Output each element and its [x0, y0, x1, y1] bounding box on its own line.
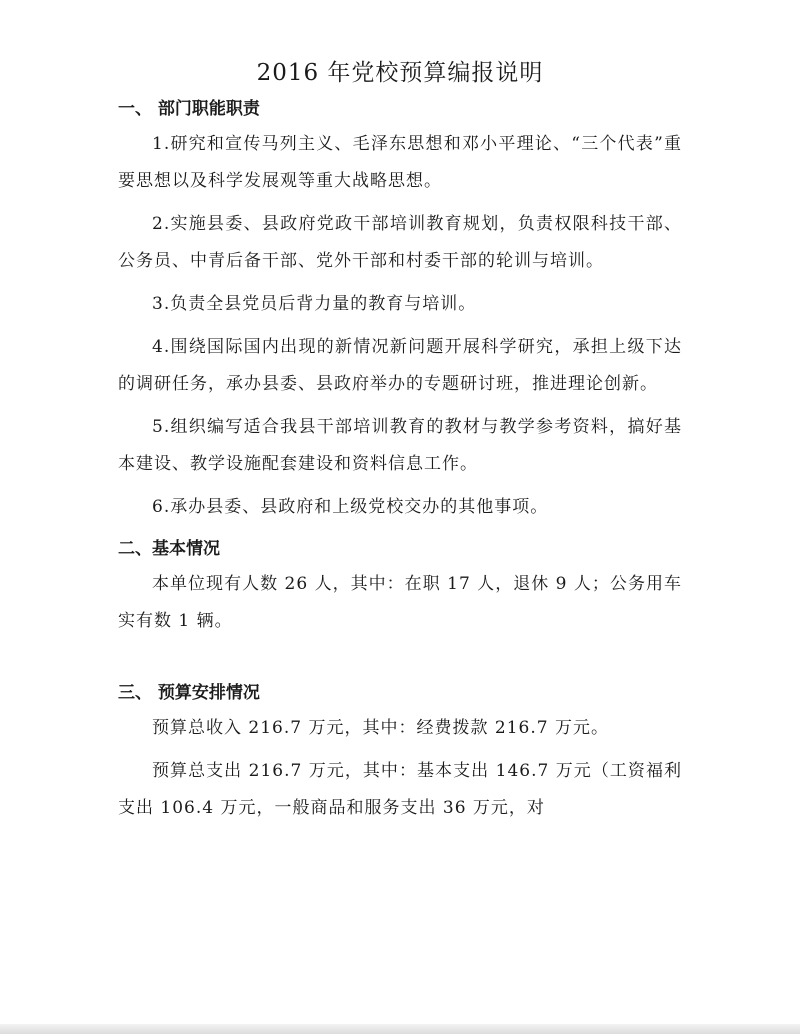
paragraph: 预算总支出 216.7 万元，其中：基本支出 146.7 万元（工资福利支出 106.4 万元，一般商品和服务支出 36 万元，对	[118, 761, 682, 818]
paragraph: 5.组织编写适合我县干部培训教育的教材与教学参考资料，搞好基本建设、教学设施配套建设和资料信息工作。	[118, 417, 682, 474]
scan-bottom-edge	[0, 1024, 800, 1034]
section-heading: 三、 预算安排情况	[118, 683, 260, 703]
section-basic-info	[118, 532, 682, 640]
paragraph: 本单位现有人数 26 人，其中：在职 17 人，退休 9 人；公务用车实有数 1 辆。	[118, 574, 682, 631]
paragraph: 6.承办县委、县政府和上级党校交办的其他事项。	[152, 497, 549, 517]
paragraph: 3.负责全县党员后背力量的教育与培训。	[152, 294, 477, 314]
paragraph: 2.实施县委、县政府党政干部培训教育规划，负责权限科技干部、公务员、中青后备干部、党外干部和村委干部的轮训与培训。	[118, 214, 682, 271]
section-heading: 一、 部门职能职责	[118, 99, 260, 119]
section-functions	[118, 92, 682, 526]
paragraph: 预算总收入 216.7 万元，其中：经费拨款 216.7 万元。	[152, 718, 609, 738]
paragraph: 4.围绕国际国内出现的新情况新问题开展科学研究，承担上级下达的调研任务，承办县委、县政府举办的专题研讨班，推进理论创新。	[118, 337, 682, 394]
paragraph: 1.研究和宣传马列主义、毛泽东思想和邓小平理论、“三个代表”重要思想以及科学发展观等重大战略思想。	[118, 134, 682, 191]
document-title: 2016 年党校预算编报说明	[256, 60, 544, 86]
section-heading: 二、基本情况	[118, 539, 220, 559]
section-budget	[118, 676, 682, 827]
